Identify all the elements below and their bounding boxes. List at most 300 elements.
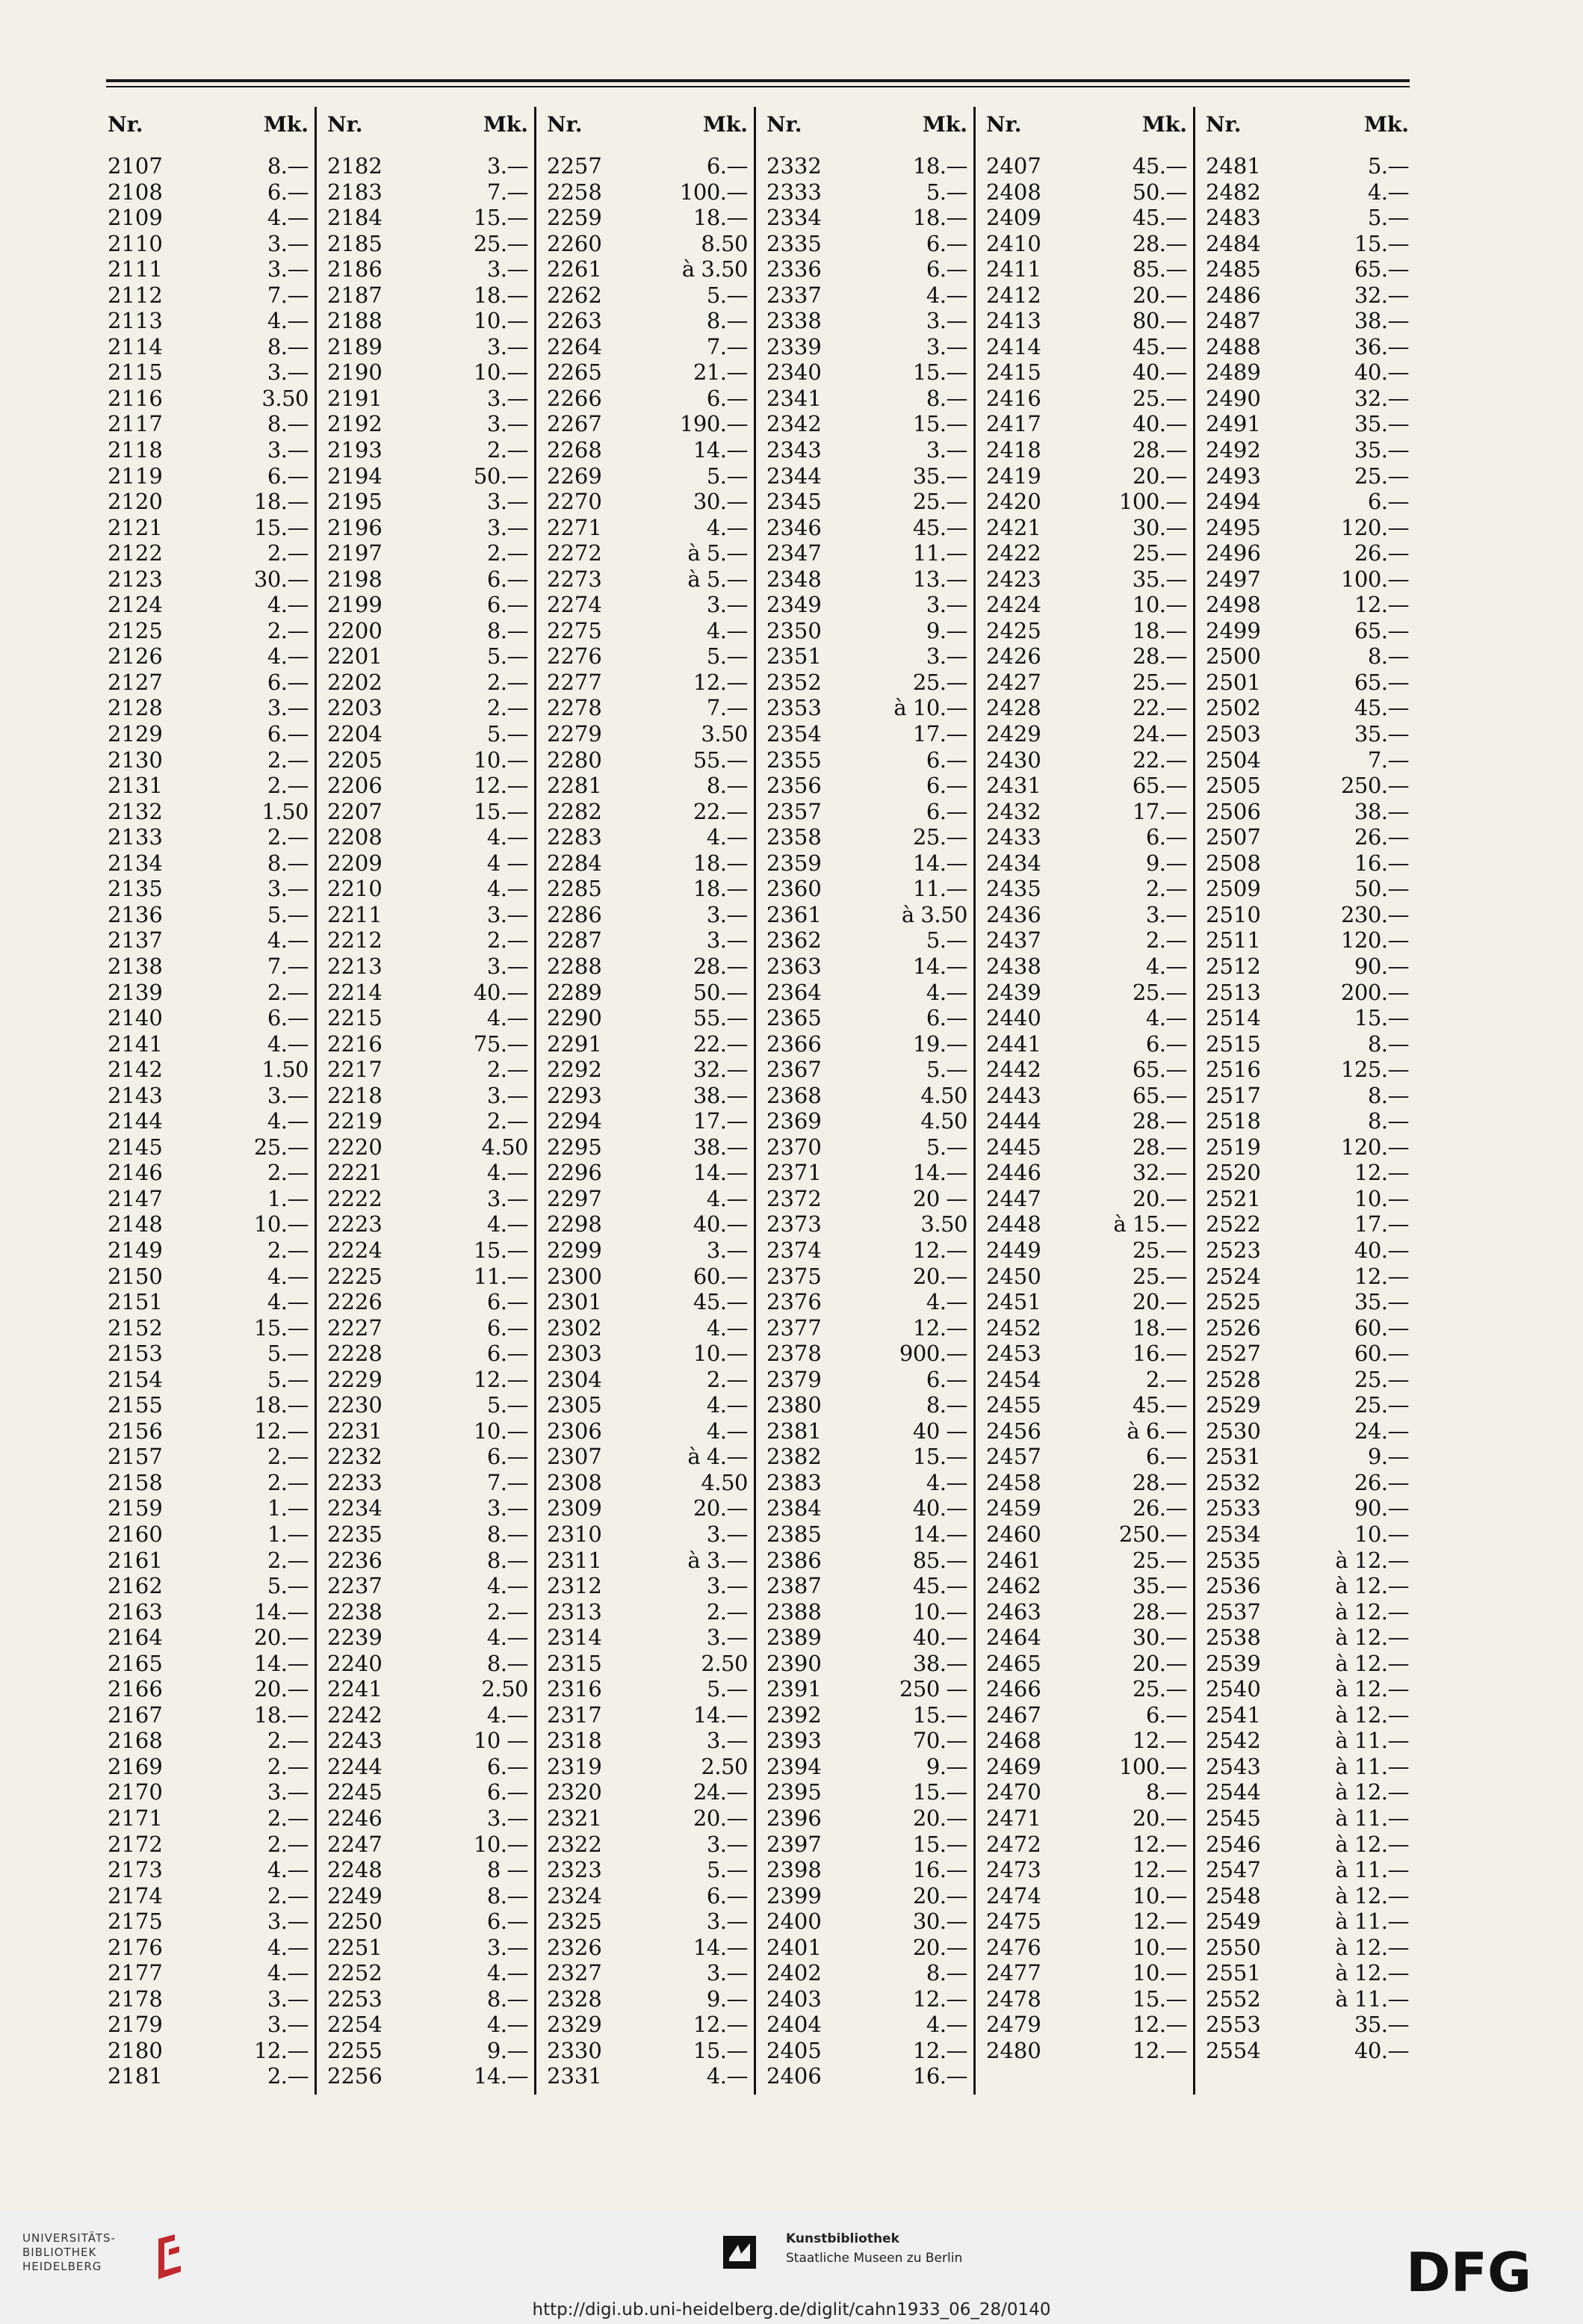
table-row [317,927,534,954]
table-row [756,179,973,205]
item-price: 10.— [1354,1185,1409,1211]
item-number: 2238 [327,1598,382,1625]
item-number: 2413 [986,308,1041,334]
item-number: 2274 [547,592,602,618]
item-number: 2126 [108,643,163,670]
table-row [976,1832,1193,1858]
table-row [1195,1960,1415,1986]
table-row [317,1470,534,1496]
item-price: 3.— [267,256,309,282]
table-row [536,205,754,231]
table-row [97,282,315,309]
item-number: 2425 [986,617,1041,643]
item-price: 4.— [267,1030,309,1057]
item-number: 2453 [986,1341,1041,1367]
table-row [756,1470,973,1496]
item-price: 25.— [912,669,967,695]
item-price: 5.— [706,1676,748,1702]
item-number: 2382 [766,1444,822,1470]
item-number: 2539 [1206,1650,1261,1676]
item-price: 6.— [267,721,309,747]
table-row [317,902,534,928]
table-row [317,411,534,437]
item-number: 2366 [766,1030,822,1057]
footer-bar [0,2210,1583,2324]
table-row [1195,437,1415,463]
item-price: 20.— [693,1495,748,1521]
item-number: 2531 [1206,1444,1261,1470]
table-row [536,850,754,877]
item-number: 2229 [327,1366,382,1392]
item-number: 2185 [327,230,382,256]
item-number: 2482 [1206,179,1261,205]
item-number: 2520 [1206,1160,1261,1186]
item-price: 125.— [1340,1057,1409,1083]
item-number: 2170 [108,1779,163,1805]
item-number: 2248 [327,1857,382,1883]
item-number: 2529 [1206,1392,1261,1418]
item-number: 2506 [1206,798,1261,824]
item-price: 65.— [1354,256,1409,282]
item-price: 7.— [1367,747,1409,773]
item-price: 6.— [486,1289,528,1315]
table-row [317,1083,534,1109]
item-number: 2379 [766,1366,822,1392]
item-price: 40.— [1354,359,1409,386]
item-price: 22.— [1132,747,1187,773]
item-price: 2.— [267,1444,309,1470]
item-number: 2350 [766,617,822,643]
item-number: 2201 [327,643,382,670]
item-price: 35.— [912,463,967,489]
table-row [1195,927,1415,954]
table-row [756,463,973,489]
item-price: 45.— [1132,153,1187,179]
item-price: à 15.— [1113,1211,1187,1237]
item-number: 2463 [986,1598,1041,1625]
column-group-4 [756,107,976,2095]
item-number: 2163 [108,1598,163,1625]
table-row [976,1237,1193,1264]
item-price: 20.— [912,1263,967,1289]
item-number: 2386 [766,1547,822,1573]
item-number: 2320 [547,1779,602,1805]
item-number: 2219 [327,1108,382,1134]
item-number: 2439 [986,979,1041,1005]
table-row [317,1264,534,1290]
item-number: 2553 [1206,2012,1261,2038]
table-row [1195,902,1415,928]
item-number: 2365 [766,1005,822,1031]
item-price: 3.— [926,437,967,463]
item-number: 2442 [986,1057,1041,1083]
item-number: 2518 [1206,1108,1261,1134]
table-row [976,1134,1193,1161]
item-number: 2509 [1206,876,1261,902]
table-row [536,1857,754,1883]
table-row [976,980,1193,1006]
table-row [97,1935,315,1961]
item-number: 2381 [766,1418,822,1444]
item-number: 2180 [108,2037,163,2063]
item-number: 2257 [547,153,602,179]
table-row [536,1573,754,1599]
table-row [317,1444,534,1470]
table-row [976,670,1193,696]
item-price: 12.— [912,1314,967,1341]
item-price: 25.— [1132,1547,1187,1573]
item-number: 2418 [986,437,1041,463]
item-price: 60.— [1354,1314,1409,1341]
item-number: 2107 [108,153,163,179]
table-row [97,1392,315,1418]
table-row [1195,1909,1415,1935]
item-number: 2243 [327,1728,382,1754]
item-number: 2352 [766,669,822,695]
table-row [317,386,534,412]
item-number: 2233 [327,1469,382,1495]
table-row [976,1883,1193,1909]
table-row [976,1108,1193,1134]
item-price: 3.— [486,385,528,411]
table-row [536,670,754,696]
table-row [976,1651,1193,1677]
item-price: 1.— [267,1185,309,1211]
item-price: 5.— [706,282,748,308]
item-number: 2461 [986,1547,1041,1573]
item-number: 2291 [547,1030,602,1057]
item-number: 2416 [986,385,1041,411]
item-price: 9.— [706,1985,748,2012]
item-number: 2426 [986,643,1041,670]
table-row [756,1057,973,1083]
item-price: 7.— [267,953,309,979]
item-price: à 12.— [1335,1702,1409,1728]
table-row [1195,1857,1415,1883]
item-price: 10.— [693,1341,748,1367]
table-row [976,437,1193,463]
table-row [317,1521,534,1548]
table-row [756,1754,973,1780]
item-number: 2262 [547,282,602,308]
item-price: 16.— [1354,850,1409,876]
item-price: 17.— [693,1108,748,1134]
item-number: 2157 [108,1444,163,1470]
table-row [756,773,973,799]
header-nr: Nr. [1206,112,1242,137]
item-price: 3.— [267,359,309,386]
table-row [97,773,315,799]
table-row [317,231,534,257]
table-row [976,1083,1193,1109]
table-row [317,1986,534,2012]
item-number: 2491 [1206,411,1261,437]
item-price: 12.— [912,2037,967,2063]
kunstbibliothek-logo[interactable] [723,2231,970,2276]
table-row [317,1625,534,1651]
item-number: 2339 [766,333,822,359]
item-price: 100.— [1118,1753,1187,1779]
item-number: 2540 [1206,1676,1261,1702]
table-row [97,1057,315,1083]
item-number: 2192 [327,411,382,437]
item-price: 3.— [486,489,528,515]
item-price: 3.— [926,643,967,670]
table-row [536,540,754,566]
table-row [756,2038,973,2064]
item-price: à 12.— [1335,1625,1409,1651]
table-row [1195,1341,1415,1367]
item-price: 20.— [1132,282,1187,308]
table-row [976,643,1193,670]
item-price: 2.— [267,773,309,799]
item-price: 8.— [267,153,309,179]
item-price: à 11.— [1335,1857,1409,1883]
table-row [97,308,315,334]
table-row [756,643,973,670]
item-number: 2489 [1206,359,1261,386]
table-row [317,463,534,489]
item-number: 2227 [327,1314,382,1341]
item-price: 10.— [912,1598,967,1625]
item-number: 2327 [547,1960,602,1986]
item-price: 100.— [679,179,748,205]
item-number: 2492 [1206,437,1261,463]
item-number: 2485 [1206,256,1261,282]
item-price: 6.— [486,1341,528,1367]
table-row [536,1083,754,1109]
item-price: 40.— [1132,359,1187,386]
item-number: 2457 [986,1444,1041,1470]
item-price: 2.— [1145,927,1187,954]
table-row [97,540,315,566]
table-row [756,954,973,980]
item-price: 20.— [253,1676,309,1702]
table-row [976,1470,1193,1496]
table-row [976,1702,1193,1728]
item-number: 2468 [986,1728,1041,1754]
item-price: 5.— [926,179,967,205]
table-row [536,980,754,1006]
table-row [976,231,1193,257]
item-number: 2220 [327,1134,382,1160]
item-number: 2348 [766,566,822,592]
item-number: 2373 [766,1211,822,1237]
item-number: 2325 [547,1909,602,1935]
item-number: 2336 [766,256,822,282]
item-price: 1.— [267,1521,309,1547]
item-price: 55.— [693,747,748,773]
item-number: 2214 [327,979,382,1005]
item-number: 2125 [108,617,163,643]
table-row [317,334,534,360]
item-number: 2433 [986,824,1041,850]
item-number: 2428 [986,695,1041,721]
item-price: 5.— [267,1366,309,1392]
item-price: 80.— [1132,308,1187,334]
table-row [317,592,534,618]
table-row [756,1651,973,1677]
table-row [976,386,1193,412]
table-row [976,1186,1193,1212]
table-row [317,1031,534,1057]
table-row [1195,1005,1415,1031]
item-number: 2276 [547,643,602,670]
table-row [536,1909,754,1935]
item-price: 40.— [473,979,528,1005]
item-price: 5.— [267,1341,309,1367]
source-url[interactable]: http://digi.ub.uni-heidelberg.de/diglit/cahn1933_06_28/0140 [532,2300,1051,2320]
item-price: 8.— [926,1392,967,1418]
column-header [536,107,754,137]
item-number: 2286 [547,901,602,927]
table-row [97,1857,315,1883]
item-number: 2217 [327,1057,382,1083]
table-row [536,386,754,412]
item-price: 2.— [267,1882,309,1909]
item-price: 15.— [912,359,967,386]
item-number: 2277 [547,669,602,695]
table-row [1195,282,1415,309]
item-price: 90.— [1354,953,1409,979]
item-price: à 11.— [1335,1753,1409,1779]
ub-heidelberg-logo[interactable] [22,2231,202,2284]
table-row [97,1573,315,1599]
table-row [536,1315,754,1341]
item-number: 2498 [1206,592,1261,618]
table-row [976,411,1193,437]
item-number: 2194 [327,463,382,489]
rows [1195,153,1415,2063]
item-number: 2358 [766,824,822,850]
item-number: 2169 [108,1753,163,1779]
item-price: 18.— [1132,1314,1187,1341]
item-price: 20.— [1132,1805,1187,1831]
table-row [1195,1805,1415,1832]
item-number: 2110 [108,230,163,256]
item-price: 25.— [1132,1263,1187,1289]
item-price: 40.— [912,1625,967,1651]
item-number: 2318 [547,1728,602,1754]
item-number: 2188 [327,308,382,334]
item-price: 65.— [1354,617,1409,643]
item-number: 2319 [547,1753,602,1779]
item-number: 2267 [547,411,602,437]
table-row [1195,411,1415,437]
item-price: 50.— [1132,179,1187,205]
item-price: 12.— [1354,1160,1409,1186]
table-row [976,1909,1193,1935]
table-row [1195,980,1415,1006]
item-price: 15.— [912,1779,967,1805]
table-row [1195,566,1415,593]
item-price: 2.— [267,1728,309,1754]
item-number: 2481 [1206,153,1261,179]
item-number: 2354 [766,721,822,747]
table-row [536,1986,754,2012]
item-price: 12.— [693,669,748,695]
table-row [536,1134,754,1161]
table-row [97,747,315,773]
table-row [97,489,315,515]
table-row [976,954,1193,980]
item-price: 22.— [693,1030,748,1057]
item-price: 15.— [473,798,528,824]
table-row [97,1909,315,1935]
item-price: 6.— [486,566,528,592]
item-number: 2272 [547,540,602,566]
table-row [756,850,973,877]
item-number: 2298 [547,1211,602,1237]
item-number: 2191 [327,385,382,411]
table-row [976,1805,1193,1832]
item-number: 2436 [986,901,1041,927]
table-row [976,179,1193,205]
item-number: 2205 [327,747,382,773]
item-price: 21.— [693,359,748,386]
table-row [1195,1702,1415,1728]
item-price: 3.— [706,1237,748,1263]
item-price: 38.— [1354,308,1409,334]
table-row [536,618,754,644]
table-row [97,386,315,412]
table-row [536,1264,754,1290]
item-number: 2154 [108,1366,163,1392]
item-price: 8.— [1367,643,1409,670]
item-number: 2411 [986,256,1041,282]
table-row [317,1108,534,1134]
table-row [536,721,754,747]
table-row [1195,1392,1415,1418]
table-row [1195,592,1415,618]
item-number: 2246 [327,1805,382,1831]
dfg-logo[interactable] [1406,2245,1563,2297]
item-number: 2500 [1206,643,1261,670]
item-price: à 5.— [687,540,748,566]
table-row [756,799,973,825]
item-price: 8.— [486,1521,528,1547]
item-price: 35.— [1354,437,1409,463]
table-row [97,695,315,721]
item-number: 2265 [547,359,602,386]
item-price: 30.— [1132,514,1187,540]
item-price: 8.— [1367,1082,1409,1108]
item-price: 15.— [1132,1985,1187,2012]
item-price: 7.— [267,282,309,308]
item-price: 5.— [926,1057,967,1083]
item-price: 30.— [912,1909,967,1935]
item-price: 11.— [473,1263,528,1289]
item-number: 2310 [547,1521,602,1547]
item-number: 2448 [986,1211,1041,1237]
item-number: 2526 [1206,1314,1261,1341]
item-price: 15.— [912,411,967,437]
item-number: 2538 [1206,1625,1261,1651]
table-row [97,1237,315,1264]
item-number: 2196 [327,514,382,540]
table-row [536,1341,754,1367]
item-number: 2380 [766,1392,822,1418]
table-row [1195,1676,1415,1702]
header-mk: Mk. [922,112,967,137]
header-nr: Nr. [986,112,1022,137]
item-price: 4.50 [701,1469,748,1495]
item-number: 2221 [327,1160,382,1186]
item-price: 28.— [1132,1108,1187,1134]
item-number: 2374 [766,1237,822,1263]
item-price: 4.50 [920,1082,967,1108]
table-row [97,1832,315,1858]
